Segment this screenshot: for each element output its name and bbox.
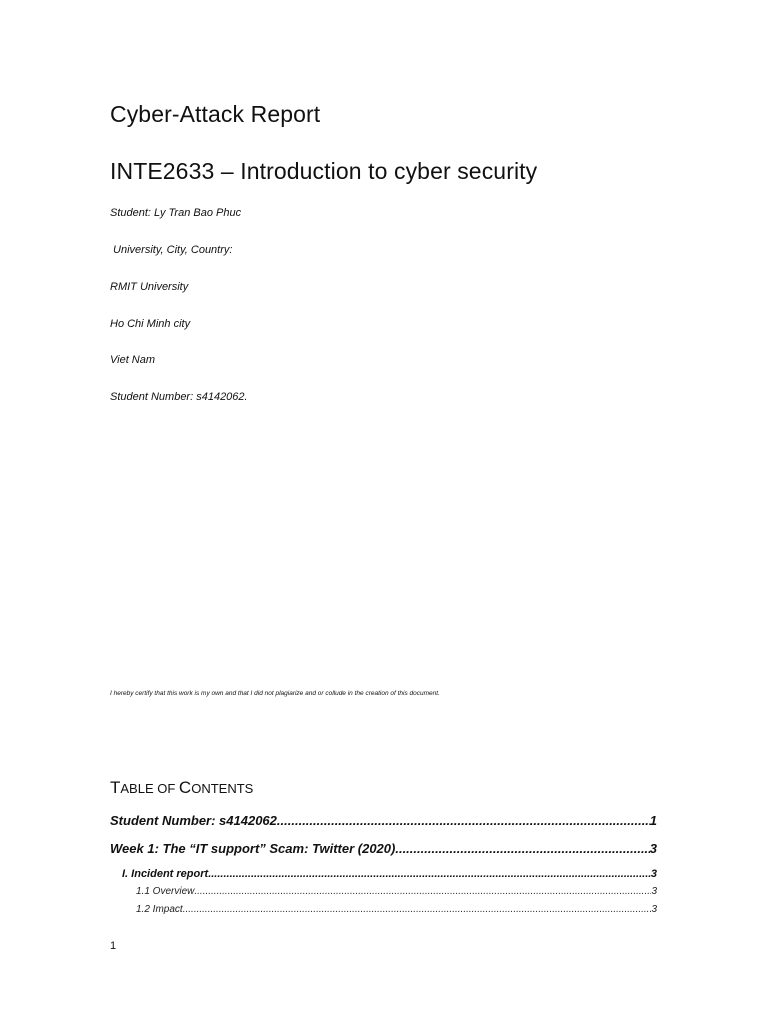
toc-leader	[183, 904, 652, 915]
course-title: INTE2633 – Introduction to cyber security	[110, 158, 538, 184]
toc-entry-label: Student Number: s4142062	[110, 813, 277, 828]
toc-entry-page: 3	[651, 904, 657, 915]
toc-entry[interactable]	[136, 904, 657, 915]
country-name: Viet Nam	[110, 354, 156, 366]
toc-entry[interactable]	[110, 813, 657, 828]
page-number: 1	[110, 940, 117, 952]
toc-entry-label: 1.1 Overview	[136, 886, 195, 897]
city-name: Ho Chi Minh city	[110, 318, 191, 330]
toc-entry[interactable]	[122, 868, 657, 880]
student-name: Student: Ly Tran Bao Phuc	[110, 207, 242, 219]
toc-leader	[208, 868, 651, 880]
report-title: Cyber-Attack Report	[110, 101, 321, 127]
toc-entry-page: 3	[650, 868, 657, 880]
toc-leader	[395, 841, 649, 856]
toc-leader	[194, 886, 651, 897]
toc-entry-page: 3	[651, 886, 657, 897]
toc-entry-page: 1	[649, 813, 657, 828]
toc-entry[interactable]	[110, 841, 657, 856]
toc-entry-label: I. Incident report	[122, 868, 209, 880]
university-name: RMIT University	[110, 281, 189, 293]
toc-heading: TABLE OF CONTENTS	[110, 778, 254, 797]
toc-entry-page: 3	[649, 841, 657, 856]
toc-entry[interactable]	[136, 886, 657, 897]
student-number: Student Number: s4142062.	[110, 391, 248, 403]
certification-statement: I hereby certify that this work is my own and that I did not plagiarize and or collude in the creation of this document.	[110, 690, 440, 697]
location-label: University, City, Country:	[110, 244, 233, 256]
toc-entry-label: Week 1: The “IT support” Scam: Twitter (2020)	[110, 841, 396, 856]
toc-entry-label: 1.2 Impact	[136, 904, 183, 915]
toc-leader	[277, 813, 650, 828]
